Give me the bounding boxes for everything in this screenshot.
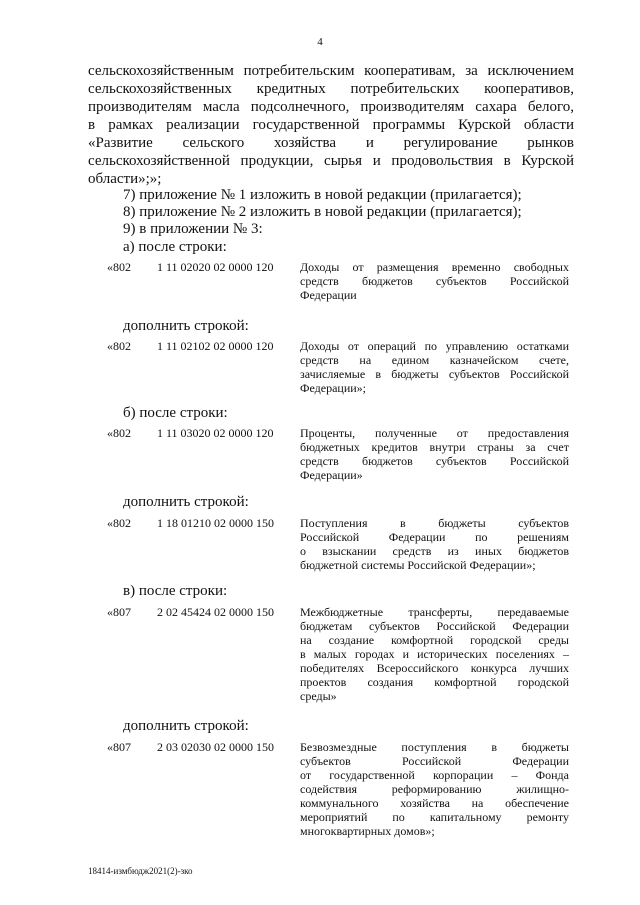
intro-line: в рамках реализации государственной программы Курской области xyxy=(88,117,574,133)
kbk-code: 1 11 02020 02 0000 120 xyxy=(157,260,274,274)
item-7: 7) приложение № 1 изложить в новой редакции (прилагается); xyxy=(123,187,522,203)
admin-code: «802 xyxy=(107,426,131,440)
add-row-heading: дополнить строкой: xyxy=(123,494,249,510)
row-description: Межбюджетные трансферты, передаваемые бюджетам субъектов Российской Федерации на создание комфортной городской среды в малых городах и исторических поселениях – победителях Всероссийского конкурса лучших проектов создания комфортной городской среды» xyxy=(300,605,569,703)
admin-code: «802 xyxy=(107,260,131,274)
page-number: 4 xyxy=(317,36,323,48)
row-description: Доходы от операций по управлению остатками средств на едином казначейском счете, зачисляемые в бюджеты субъектов Российской Федерации»; xyxy=(300,339,569,395)
intro-line: сельскохозяйственным потребительским кооперативам, за исключением xyxy=(88,63,574,79)
intro-line: «Развитие сельского хозяйства и регулирование рынков xyxy=(88,135,574,151)
item-9: 9) в приложении № 3: xyxy=(123,221,263,237)
kbk-code: 1 18 01210 02 0000 150 xyxy=(157,516,274,530)
intro-line: сельскохозяйственной продукции, сырья и продовольствия в Курской xyxy=(88,153,574,169)
row-description: Проценты, полученные от предоставления бюджетных кредитов внутри страны за счет средств бюджетов субъектов Российской Федерации» xyxy=(300,426,569,482)
kbk-code: 2 02 45424 02 0000 150 xyxy=(157,605,274,619)
subitem-v-heading: в) после строки: xyxy=(123,583,228,599)
intro-line: производителям масла подсолнечного, производителям сахара белого, xyxy=(88,99,574,115)
kbk-code: 1 11 02102 02 0000 120 xyxy=(157,339,274,353)
subitem-b-heading: б) после строки: xyxy=(123,405,228,421)
item-8: 8) приложение № 2 изложить в новой редакции (прилагается); xyxy=(123,204,522,220)
kbk-code: 1 11 03020 02 0000 120 xyxy=(157,426,274,440)
row-description: Безвозмездные поступления в бюджеты субъектов Российской Федерации от государственной корпорации – Фонда содействия реформированию жилищно- коммунального хозяйства на обеспечение мероприятий по капитальному ремонту многоквартирных домов»; xyxy=(300,740,569,838)
admin-code: «802 xyxy=(107,339,131,353)
intro-paragraph xyxy=(88,62,574,188)
add-row-heading: дополнить строкой: xyxy=(123,318,249,334)
subitem-a-heading: а) после строки: xyxy=(123,239,227,255)
document-footer-code: 18414-измбюдж2021(2)-зко xyxy=(88,866,193,876)
add-row-heading: дополнить строкой: xyxy=(123,718,249,734)
admin-code: «802 xyxy=(107,516,131,530)
admin-code: «807 xyxy=(107,740,131,754)
admin-code: «807 xyxy=(107,605,131,619)
kbk-code: 2 03 02030 02 0000 150 xyxy=(157,740,274,754)
intro-line: сельскохозяйственных кредитных потребительских кооперативов, xyxy=(88,81,574,97)
row-description: Поступления в бюджеты субъектов Российской Федерации по решениям о взыскании средств из иных бюджетов бюджетной системы Российской Федерации»; xyxy=(300,516,569,572)
row-description: Доходы от размещения временно свободных средств бюджетов субъектов Российской Федерации xyxy=(300,260,569,302)
intro-line: области»;»; xyxy=(88,171,162,187)
